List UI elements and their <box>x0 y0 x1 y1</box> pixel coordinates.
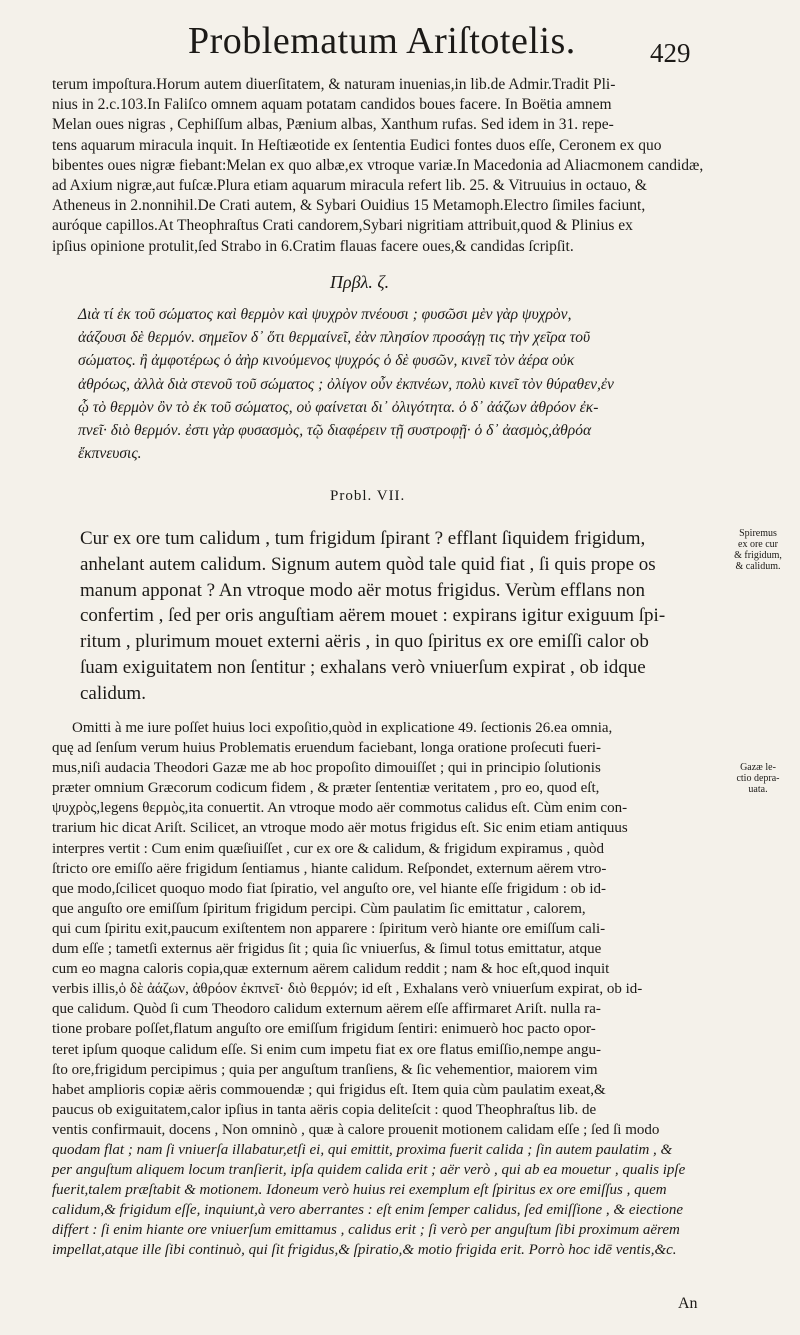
greek-line: ἀάζουσι δὲ θερμόν. σημεῖον δ᾽ ὅτι θερμαίνεῖ, ἐὰν πλησίον προσάγῃ τις τὴν χεῖρα τοῦ <box>78 329 591 347</box>
commentary <box>52 718 720 1261</box>
latin-line: confertim , ſed per oris anguſtiam aërem mouet : expirans igitur exiguum ſpi- <box>80 605 666 627</box>
text-line: Atheneus in 2.nonnihil.De Crati autem, & Sybari Ouidius 15 Metamoph.Electro ſimiles faciunt, <box>52 197 646 215</box>
greek-line: ἔκπνευσις. <box>78 445 142 463</box>
margin-note-gaza <box>722 762 794 795</box>
commentary-line: impellat,atque ille ſibi continuò, qui ſit frigidus,& ſpiratio,& motio frigida erit. Porrò hoc idē ventis,&c. <box>52 1242 677 1259</box>
latin-line: anhelant autem calidum. Signum autem quòd tale quid fiat , ſi quis prope os <box>80 553 656 575</box>
text-line: Melan oues nigras , Cephiſſum albas, Pænium albas, Xanthum rufas. Sed idem in 31. repe- <box>52 116 614 134</box>
text-line: nius in 2.c.103.In Faliſco omnem aquam potatam candidos boues facere. In Boëtia amnem <box>52 96 612 114</box>
commentary-line: præter omnium Græcorum codicum fidem , & præter ſententiæ veritatem , pro eo, quod eſt, <box>52 780 600 797</box>
commentary-line: que calidum. Quòd ſi cum Theodoro calidum externum aërem eſſe affirmaret Ariſt. nulla ra- <box>52 1001 601 1018</box>
commentary-line: ſto ore,frigidum percipimus ; quia per anguſtum tranſiens, & ſic vehementior, maiorem vim <box>52 1061 598 1078</box>
greek-line: ᾧ τὸ θερμὸν ὂν τὸ ἐκ τοῦ σώματος, οὐ φαίνεται δι᾽ ὀλιγότητα. ὁ δ᾽ ἀάζων ἀθρόον ἐκ- <box>78 398 599 416</box>
commentary-line: cum eo magna caloris copia,quæ externum aërem calidum reddit ; nam & hoc eſt,quod inquit <box>52 961 610 978</box>
commentary-line: que modo,ſcilicet quoquo modo fiat ſpiratio, vel anguſto ore, vel hiante eſſe frigidum : ob id- <box>52 880 607 897</box>
latin-translation <box>80 526 712 707</box>
greek-text <box>78 303 718 465</box>
margin-note-line: Gazæ le- <box>740 762 776 773</box>
commentary-line: fuerit,talem præſtabit & motionem. Idoneum verò huius rei exemplum eſt ſpiritus ex ore emiſſus , quem <box>52 1182 667 1199</box>
text-line: tens aquarum miracula inquit. In Heſtiæotide ex ſententia Eudici fontes duos eſſe, Ceronem ex quo <box>52 136 662 154</box>
commentary-line: Omitti à me iure poſſet huius loci expoſitio,quòd in explicatione 49. ſectionis 26.ea omnia, <box>72 720 613 736</box>
margin-note-line: ctio depra- <box>736 773 780 784</box>
text-line: terum impoſtura.Horum autem diuerſitatem, & naturam inuenias,in lib.de Admir.Tradit Pli- <box>52 76 616 93</box>
latin-problem-heading: Probl. VII. <box>330 488 406 504</box>
greek-line: πνεῖ· διὸ θερμόν. ἐστι γὰρ φυσασμὸς, τῷ διαφέρειν τῇ συστροφῇ· ὁ δ᾽ ἀασμὸς,ἀθρόα <box>78 422 592 440</box>
text-line: auróque capillos.At Theophraſtus Crati candorem,Sybari nigritiam attribuit,quod & Plinius ex <box>52 217 633 235</box>
commentary-line: trarium hic dicat Ariſt. Scilicet, an vtroque modo aër motus frigidus eſt. Sic enim etiam antiquus <box>52 820 628 837</box>
latin-line: manum apponat ? An vtroque modo aër motus frigidus. Verùm efflans non <box>80 579 645 601</box>
text-line: bibentes oues nigræ fiebant:Melan ex quo albæ,ex vtroque variæ.In Macedonia ad Aliacmonem candidæ, <box>52 156 704 174</box>
commentary-line: habet amplioris copiæ aëris commouendæ ; qui frigidus eſt. Item quia cùm paulatim exeat,& <box>52 1081 606 1098</box>
running-title: Problematum Ariſtotelis. <box>188 20 576 62</box>
commentary-line: calidum,& frigidum eſſe, inquiunt,à vero aberrantes : eſt enim ſemper calidus, ſed emiſſione , & eiectione <box>52 1202 683 1219</box>
commentary-line: ψυχρὸς,legens θερμὸς,ita conuertit. An vtroque modo aër commotus calidus eſt. Cùm enim con- <box>52 800 628 817</box>
greek-line: σώματος. ἢ ἀμφοτέρως ὁ ἀὴρ κινούμενος ψυχρός ὁ δὲ φυσῶν, κινεῖ τὸν ἀέρα οὐκ <box>78 352 575 370</box>
margin-note-line: & frigidum, <box>734 550 782 561</box>
commentary-line: interpres vertit : Cum enim quæſiuiſſet , cur ex ore & calidum, & frigidum expiramus , quòd <box>52 840 604 857</box>
catchword: An <box>678 1295 698 1312</box>
margin-note-line: & calidum. <box>735 561 781 572</box>
greek-line: ἀθρόως, ἀλλὰ διὰ στενοῦ τοῦ σώματος ; ὀλίγον οὖν ἐκπνέων, πολὺ κινεῖ τὸν θύραθεν,ἐν <box>78 375 614 393</box>
commentary-line: quodam flat ; nam ſi vniuerſa illabatur,etſi ei, qui emittit, proxima fuerit calida ; ſin autem paulatim , & <box>52 1141 673 1158</box>
commentary-line: teret ipſum quoque calidum eſſe. Si enim cum impetu fiat ex ore flatus emiſſio,nempe angu- <box>52 1041 602 1058</box>
margin-note-line: ex ore cur <box>738 539 778 550</box>
commentary-line: que anguſto ore emiſſum ſpiritum frigidum percipi. Cùm paulatim ſic emittatur , calorem, <box>52 900 586 917</box>
commentary-line: quę ad ſenſum verum huius Problematis eruendum faciebant, longa oratione proſecuti fueri- <box>52 740 601 757</box>
commentary-line: mus,niſi audacia Theodori Gazæ me ab hoc propoſito dimouiſſet ; qui in principio ſolutionis <box>52 760 601 777</box>
latin-line: Cur ex ore tum calidum , tum frigidum ſpirant ? efflant ſiquidem frigidum, <box>80 528 646 549</box>
commentary-line: paucus ob exiguitatem,calor ipſius in tanta aëris copia deliteſcit : quod Theophraſtus lib. de <box>52 1101 597 1118</box>
commentary-line: dum eſſe ; tametſi externus aër frigidus ſit ; quia ſic vniuerſus, & ſimul totus emittatur, atque <box>52 941 602 958</box>
latin-line: ritum , plurimum mouet externi aëris , in quo ſpiritus ex ore emiſſi calor ob <box>80 631 649 653</box>
intro-paragraph <box>52 75 712 257</box>
margin-note-line: uata. <box>748 784 768 795</box>
commentary-line: per anguſtum aliquem locum tranſierit, ipſa quidem calida erit ; aër verò , qui ab ea mouetur , qualis ipſe <box>52 1162 686 1179</box>
latin-line: calidum. <box>80 682 146 704</box>
text-line: ipſius opinione protulit,ſed Strabo in 6.Cratim flauas facere oues,& candidas ſcripſit. <box>52 237 574 255</box>
commentary-line: differt : ſi enim hiante ore vniuerſum emittamus , calidus erit ; ſi verò per anguſtum ſibi proximum aërem <box>52 1222 680 1239</box>
margin-note-spiremus <box>720 528 796 572</box>
commentary-line: tione probare poſſet,flatum anguſto ore emiſſum frigidum ſentiri: enimuerò hoc pacto opor- <box>52 1021 596 1038</box>
text-line: ad Axium nigræ,aut fuſcæ.Plura etiam aquarum miracula refert lib. 25. & Vitruuius in octauo, & <box>52 177 647 195</box>
commentary-line: qui cum ſpiritu exit,paucum exiſtentem non apparere : ſpiritum verò hiante ore emiſſum cali- <box>52 920 606 937</box>
page-number: 429 <box>650 38 691 68</box>
greek-problem-heading: Πρβλ. ζ. <box>330 272 390 292</box>
latin-line: ſuam exiguitatem non ſentitur ; exhalans verò vniuerſum expirat , ob idque <box>80 656 646 678</box>
margin-note-line: Spiremus <box>739 528 777 539</box>
commentary-line: verbis illis,ὁ δὲ ἀάζων, ἀθρόον ἐκπνεῖ· διὸ θερμόν; id eſt , Exhalans verò vniuerſum expirat, ob id- <box>52 981 643 998</box>
commentary-line: ventis confirmauit, docens , Non omninò , quæ à calore prouenit motionem calidam eſſe ; ſed ſi modo <box>52 1121 660 1138</box>
greek-line: Διὰ τί ἐκ τοῦ σώματος καὶ θερμὸν καὶ ψυχρὸν πνέουσι ; φυσῶσι μὲν γὰρ ψυχρὸν, <box>78 306 572 323</box>
commentary-line: ſtricto ore emiſſo aëre frigidum ſentiamus , hiante calidum. Reſpondet, externum aërem vtro- <box>52 860 607 877</box>
